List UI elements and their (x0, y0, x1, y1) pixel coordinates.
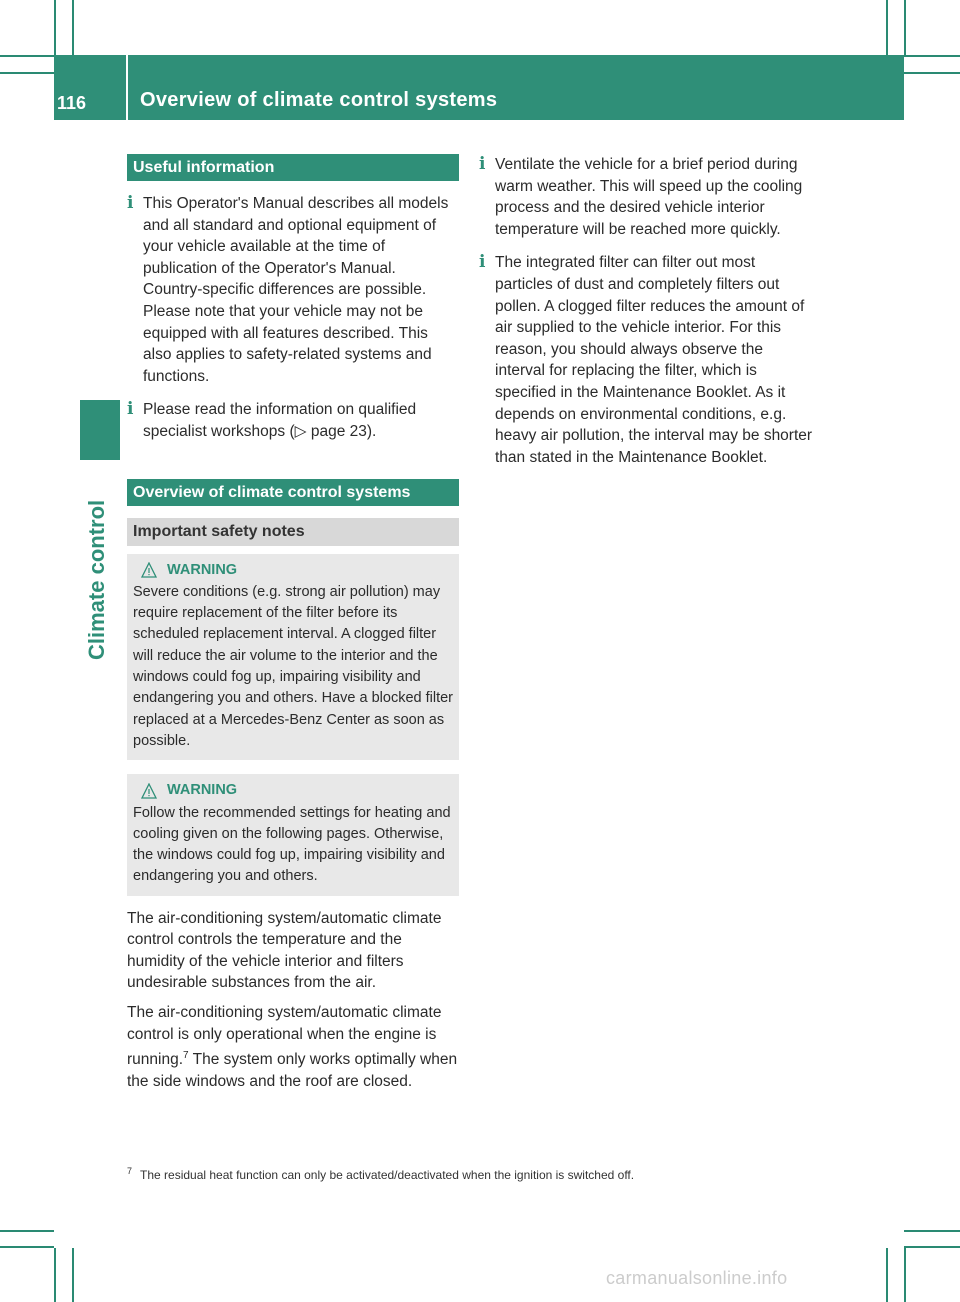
crop-mark (886, 0, 888, 55)
crop-mark (904, 1230, 960, 1232)
info-note (479, 252, 813, 468)
crop-mark (54, 0, 56, 55)
crop-mark (72, 1248, 74, 1302)
crop-mark (904, 55, 960, 57)
info-note-text: Please read the information on qualified specialist workshops (▷ page 23). (143, 401, 417, 440)
subheading-safety-notes: Important safety notes (127, 518, 459, 546)
warning-box (127, 774, 459, 895)
info-icon: i (479, 154, 486, 174)
footnote-ref: 7 (183, 1050, 189, 1062)
warning-text: Follow the recommended settings for heating and cooling given on the following pages. Otherwise, the windows could fog up, impairing visibility and endangering you and others. (133, 804, 451, 885)
section-heading-useful-information: Useful information (127, 154, 459, 181)
page-number: 116 (57, 93, 87, 113)
crop-mark (904, 1248, 906, 1302)
crop-mark (886, 1248, 888, 1302)
warning-box (127, 554, 459, 761)
side-tab-label: Climate control (84, 499, 109, 660)
info-icon: i (479, 252, 486, 273)
crop-mark (72, 0, 74, 55)
left-column (127, 154, 459, 1093)
warning-header (141, 780, 453, 801)
crop-mark (904, 0, 906, 55)
crop-mark (0, 55, 54, 57)
warning-header (141, 560, 453, 581)
footnote-text: The residual heat function can only be activated/deactivated when the ignition is switched off. (140, 1168, 635, 1182)
crop-mark (904, 72, 960, 74)
footnote-mark: 7 (127, 1166, 133, 1176)
crop-mark (0, 72, 54, 74)
footnote (127, 1166, 634, 1182)
info-note (127, 193, 459, 387)
info-note (127, 399, 459, 442)
info-note-text: This Operator's Manual describes all models and all standard and optional equipment of your vehicle available at the time of publication of the Operator's Manual. Country-specific differences are possible. Please note that your vehicle may not be equipped with all features described. This also applies to safety-related systems and functions. (143, 195, 449, 385)
section-heading-overview: Overview of climate control systems (127, 479, 459, 506)
right-column (479, 154, 813, 468)
body-text: The system only works optimally when the side windows and the roof are closed. (127, 1051, 458, 1090)
warning-triangle-icon (141, 783, 157, 799)
warning-title: WARNING (167, 561, 238, 578)
info-icon: i (127, 193, 134, 213)
side-tab-marker (80, 400, 120, 460)
warning-triangle-icon (141, 562, 157, 578)
warning-title: WARNING (167, 782, 238, 799)
header-divider (126, 55, 128, 120)
body-text: The air-conditioning system/automatic climate control is only operational when the engine is running. (127, 1004, 442, 1069)
body-paragraph: The air-conditioning system/automatic climate control controls the temperature and the humidity of the vehicle interior and filters undesirable substances from the air. (127, 909, 442, 992)
page-title: Overview of climate control systems (140, 89, 498, 111)
body-paragraph (127, 1002, 459, 1093)
warning-text: Severe conditions (e.g. strong air pollution) may require replacement of the filter before its scheduled replacement interval. A clogged filter will reduce the air volume to the interior and the windows could fog up, impairing visibility and endangering you and others. Have a blocked filter replaced at a Mercedes-Benz Center as soon as possible. (133, 583, 454, 749)
watermark: carmanualsonline.info (606, 1268, 788, 1288)
info-note (479, 154, 813, 240)
info-note-text: Ventilate the vehicle for a brief period during warm weather. This will speed up the cooling process and the desired vehicle interior temperature will be reached more quickly. (495, 156, 803, 238)
info-icon: i (127, 399, 134, 420)
crop-mark (904, 1246, 960, 1248)
crop-mark (0, 1246, 54, 1248)
crop-mark (0, 1230, 54, 1232)
crop-mark (54, 1248, 56, 1302)
info-note-text: The integrated filter can filter out most particles of dust and completely filters out pollen. A clogged filter reduces the amount of air supplied to the vehicle interior. For this reason, you should always observe the interval for replacing the filter, which is specified in the Maintenance Booklet. As it depends on environmental conditions, e.g. heavy air pollution, the interval may be shorter than stated in the Maintenance Booklet. (495, 254, 813, 466)
